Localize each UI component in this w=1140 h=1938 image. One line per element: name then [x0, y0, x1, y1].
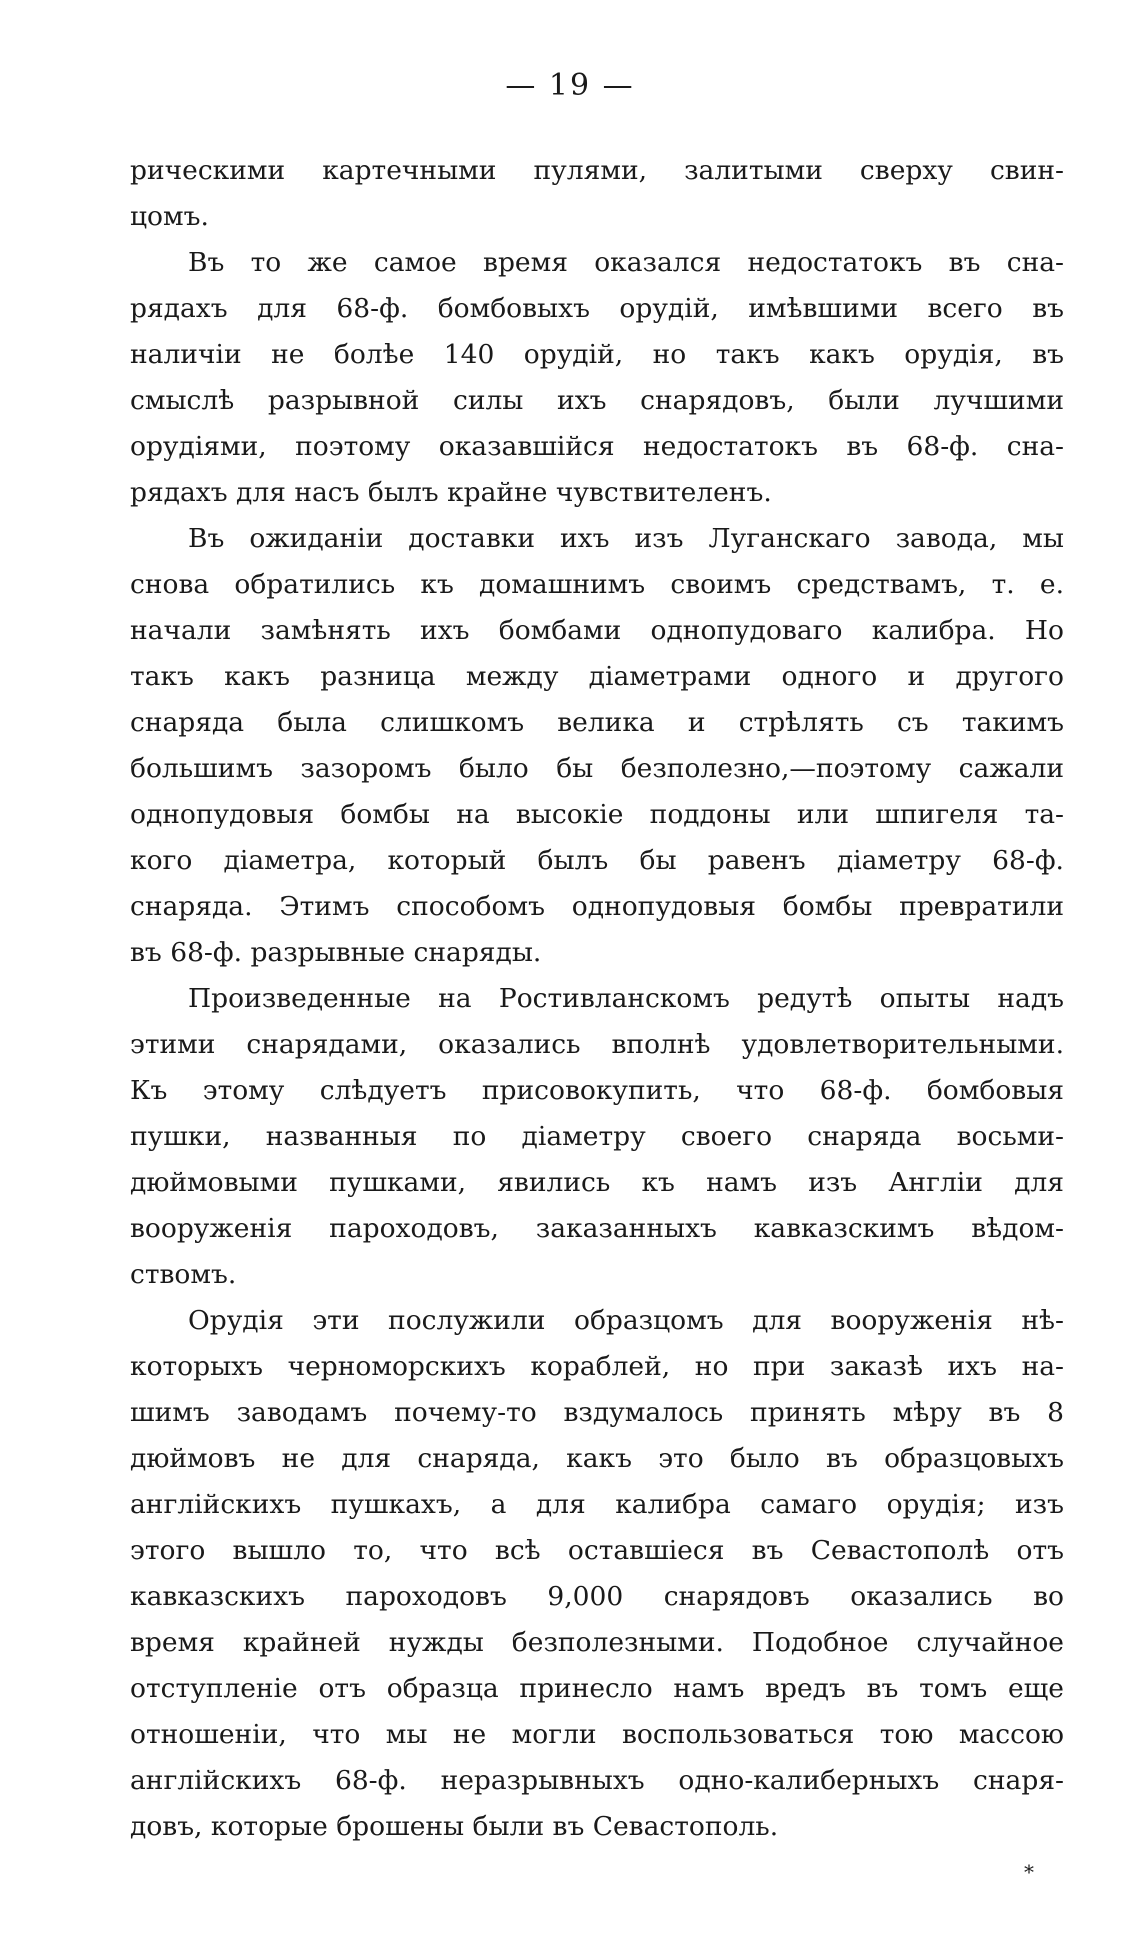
text-line: снаряда. Этимъ способомъ однопудовыя бомбы превратили — [130, 891, 1064, 922]
text-line: этого вышло то, что всѣ оставшіеся въ Севастополѣ отъ — [130, 1535, 1064, 1566]
text-line: Къ этому слѣдуетъ присовокупить, что 68-ф. бомбовыя — [130, 1075, 1064, 1106]
text-line: которыхъ черноморскихъ кораблей, но при заказѣ ихъ на- — [130, 1351, 1064, 1382]
text-line: рядахъ для 68-ф. бомбовыхъ орудій, имѣвшими всего въ — [130, 293, 1064, 324]
body-text — [130, 148, 1064, 1850]
text-line: наличіи не болѣе 140 орудій, но такъ какъ орудія, въ — [130, 339, 1064, 370]
paragraph — [130, 148, 1064, 240]
paragraph — [130, 516, 1064, 976]
text-line: довъ, которые брошены были въ Севастополь. — [130, 1811, 779, 1842]
text-line: дюймовыми пушками, явились къ намъ изъ Англіи для — [130, 1167, 1064, 1198]
text-line: отступленіе отъ образца принесло намъ вредъ въ томъ еще — [130, 1673, 1064, 1704]
text-line: ствомъ. — [130, 1259, 237, 1290]
text-line: отношеніи, что мы не могли воспользоваться тою массою — [130, 1719, 1064, 1750]
paragraph — [130, 240, 1064, 516]
text-line: начали замѣнять ихъ бомбами однопудоваго калибра. Но — [130, 615, 1064, 646]
paragraph — [130, 1298, 1064, 1850]
text-line: снаряда была слишкомъ велика и стрѣлять съ такимъ — [130, 707, 1064, 738]
text-line: Произведенные на Ростивланскомъ редутѣ опыты надъ — [188, 983, 1064, 1014]
text-line: шимъ заводамъ почему-то вздумалось принять мѣру въ 8 — [130, 1397, 1064, 1428]
text-line: пушки, названныя по діаметру своего снаряда восьми- — [130, 1121, 1064, 1152]
text-line: Орудія эти послужили образцомъ для вооруженія нѣ- — [188, 1305, 1064, 1336]
text-line: кого діаметра, который былъ бы равенъ діаметру 68-ф. — [130, 845, 1064, 876]
text-line: такъ какъ разница между діаметрами одного и другого — [130, 661, 1064, 692]
text-line: въ 68-ф. разрывные снаряды. — [130, 937, 542, 968]
text-line: этими снарядами, оказались вполнѣ удовлетворительными. — [130, 1029, 1064, 1060]
text-line: дюймовъ не для снаряда, какъ это было въ образцовыхъ — [130, 1443, 1064, 1474]
paragraph — [130, 976, 1064, 1298]
text-line: кавказскихъ пароходовъ 9,000 снарядовъ оказались во — [130, 1581, 1064, 1612]
text-line: Въ ожиданіи доставки ихъ изъ Луганскаго завода, мы — [188, 523, 1064, 554]
text-line: цомъ. — [130, 201, 209, 232]
footer-asterisk: * — [1024, 1860, 1034, 1884]
text-line: смыслѣ разрывной силы ихъ снарядовъ, были лучшими — [130, 385, 1064, 416]
text-line: однопудовыя бомбы на высокіе поддоны или шпигеля та- — [130, 799, 1064, 830]
text-line: вооруженія пароходовъ, заказанныхъ кавказскимъ вѣдом- — [130, 1213, 1064, 1244]
text-line: англійскихъ 68-ф. неразрывныхъ одно-калиберныхъ снаря- — [130, 1765, 1064, 1796]
text-line: Въ то же самое время оказался недостатокъ въ сна- — [188, 247, 1064, 278]
text-line: англійскихъ пушкахъ, а для калибра самаго орудія; изъ — [130, 1489, 1064, 1520]
text-line: рядахъ для насъ былъ крайне чувствителенъ. — [130, 477, 772, 508]
text-line: большимъ зазоромъ было бы безполезно,—поэтому сажали — [130, 753, 1064, 784]
page-number: — 19 — — [505, 68, 635, 103]
text-line: рическими картечными пулями, залитыми сверху свин- — [130, 155, 1064, 186]
text-line: снова обратились къ домашнимъ своимъ средствамъ, т. е. — [130, 569, 1064, 600]
text-line: время крайней нужды безполезными. Подобное случайное — [130, 1627, 1064, 1658]
text-line: орудіями, поэтому оказавшійся недостатокъ въ 68-ф. сна- — [130, 431, 1064, 462]
